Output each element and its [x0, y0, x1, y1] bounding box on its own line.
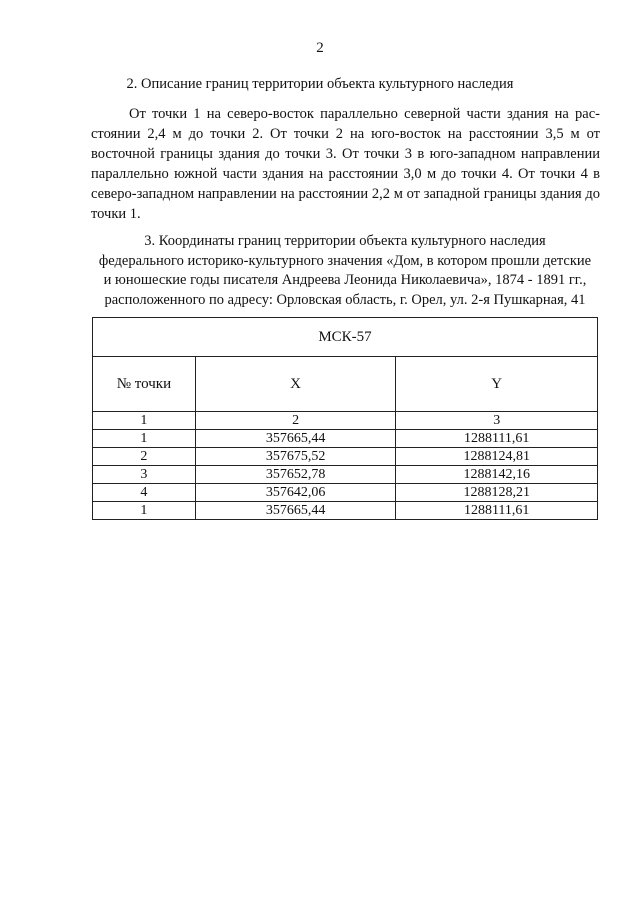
x-coordinate-cell: 357675,52	[195, 448, 396, 466]
header-y: Y	[396, 357, 598, 412]
page-number: 2	[316, 40, 324, 56]
y-coordinate-cell: 1288111,61	[396, 502, 598, 520]
coordinates-heading-line: и юношеские годы писателя Андреева Леонида Николаевича», 1874 - 1891 гг.,	[103, 272, 587, 288]
column-index: 1	[93, 412, 196, 430]
boundary-description-heading: 2. Описание границ территории объекта культурного наследия	[126, 76, 514, 92]
table-row	[93, 484, 598, 502]
y-coordinate-cell: 1288142,16	[396, 466, 598, 484]
coordinates-heading	[80, 232, 610, 310]
column-index: 3	[396, 412, 598, 430]
coordinates-heading-line: расположенного по адресу: Орловская область, г. Орел, ул. 2-я Пушкарная, 41	[104, 291, 586, 308]
point-number-cell: 3	[93, 466, 196, 484]
x-coordinate-cell: 357642,06	[195, 484, 396, 502]
table-column-index-row	[93, 412, 598, 430]
header-x: X	[195, 357, 396, 412]
x-coordinate-cell: 357652,78	[195, 466, 396, 484]
header-point-number: № точки	[93, 357, 196, 412]
table-header-row	[93, 357, 598, 412]
table-caption-row	[93, 318, 598, 357]
point-number-cell: 2	[93, 448, 196, 466]
point-number-cell: 1	[93, 430, 196, 448]
coordinates-heading-line: 3. Координаты границ территории объекта культурного наследия	[144, 233, 546, 249]
coordinate-system-caption: МСК-57	[93, 318, 598, 357]
y-coordinate-cell: 1288124,81	[396, 448, 598, 466]
table-row	[93, 502, 598, 520]
table-row	[93, 466, 598, 484]
point-number-cell: 1	[93, 502, 196, 520]
y-coordinate-cell: 1288128,21	[396, 484, 598, 502]
point-number-cell: 4	[93, 484, 196, 502]
boundary-description-paragraph: От точки 1 на северо-восток параллельно северной части здания на расстоянии 2,4 м до точки 2. От точки 2 на юго-восток на расстоянии 3,5 м от восточной границы здания до точки 3. От точки 3 в юго-западном направлении параллельно южной части здания на расстоянии 3,0 м до точки 4. От точки 4 в северо-западном направлении на расстоянии 2,2 м от западной границы здания до точки 1.	[91, 106, 600, 222]
x-coordinate-cell: 357665,44	[195, 502, 396, 520]
coordinates-heading-line: федерального историко-культурного значения «Дом, в котором прошли детские	[98, 252, 592, 269]
y-coordinate-cell: 1288111,61	[396, 430, 598, 448]
table-row	[93, 430, 598, 448]
table-row	[93, 448, 598, 466]
x-coordinate-cell: 357665,44	[195, 430, 396, 448]
coordinates-table	[92, 317, 598, 520]
column-index: 2	[195, 412, 396, 430]
